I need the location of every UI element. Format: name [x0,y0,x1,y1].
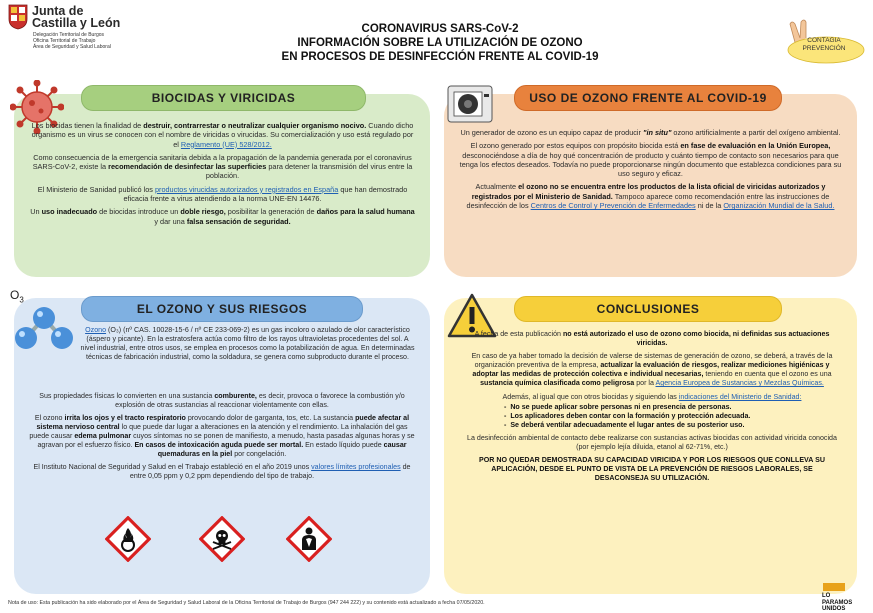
uso-ozono-header: USO DE OZONO FRENTE AL COVID-19 [514,85,782,111]
uso-paragraph: El ozono generado por estos equipos con propósito biocida está en fase de evaluación en la Unión Europea, desconociéndose a día de hoy qué concentración de producto y cuánto tiempo de contacto son necesarios para que tenga los efectos deseados. Todavía no puede proporcionarse ningún documento que establezca condiciones para su uso seguro y eficaz. [459,141,842,179]
uso-ozono-body [458,128,843,214]
toxic-skull-hazard-icon [199,516,245,562]
biocidas-header: BIOCIDAS Y VIRICIDAS [81,85,366,111]
list-item: - Los aplicadores deben contar con la formación y protección adecuada. [504,411,751,420]
cdc-link[interactable]: Centros de Control y Prevención de Enfermedades [530,201,696,211]
reglamento-link[interactable]: Reglamento (UE) 528/2012. [180,139,272,149]
oxidizer-hazard-icon [105,516,151,562]
contagia-badge-text: CONTAGIA PREVENCIÓN [802,37,846,52]
ozono-link[interactable]: Ozono [85,326,107,334]
biocidas-paragraph: Como consecuencia de la emergencia sanitaria debida a la propagación de la pandemia generada por el coronavirus SARS-CoV-2, existe la recomendación de desinfectar las superficies para detener la transmisión del virus entre la población. [32,152,413,181]
uso-paragraph: Actualmente el ozono no se encuentra entre los productos de la lista oficial de viricidas autorizados y registrados por el Ministerio de Sanidad. Tampoco aparece como recomendación entre las instrucciones de desinfección de los Centros de Control y Prevención de Enfermedades ni de la Organización Mundial de la Salud. [466,182,835,211]
list-item: - No se puede aplicar sobre personas ni en presencia de personas. [504,402,732,411]
o3-label: $O_3$ [10,288,24,305]
riesgos-paragraph: Sus propiedades físicas lo convierten en una sustancia comburente, es decir, provoca o favorece la combustión y/o explosión de otras sustancias al reaccionar violentamente con ellas. [39,392,405,409]
lo-paramos-unidos-text: LO PARAMOS UNIDOS [822,593,853,612]
riesgos-paragraph: El Instituto Nacional de Seguridad y Salud en el Trabajo estableció en el año 2019 unos valores límites profesionales de entre 0,05 ppm y 0,2 ppm dependiendo del tipo de trabajo. [33,463,411,480]
page-title: CORONAVIRUS SARS-CoV-2 INFORMACIÓN SOBRE LA UTILIZACIÓN DE OZONO EN PROCESOS DE DESINFECCIÓN FRENTE AL COVID-19 [281,23,599,63]
riesgos-body-top [80,326,415,366]
conclusiones-header: CONCLUSIONES [514,296,782,322]
org-name-line2: Castilla y León [32,16,121,30]
castilla-leon-shield-icon [8,4,28,30]
oms-link[interactable]: Organización Mundial de la Salud. [723,201,835,211]
echa-link[interactable]: Agencia Europea de Sustancias y Mezclas Químicas. [655,379,824,388]
riesgos-paragraph: Ozono (O₃) (nº CAS. 10028-15-6 / nº CE 233-069-2) es un gas incoloro o azulado de olor característico (áspero y picante). En la estratosfera actúa como filtro de los rayos ultravioletas procedentes del sol. A nivel industrial, entre otros usos, se emplea en procesos como la potabilización de agua. En determinadas técnicas de fabricación industrial, como la soldadura, se genera como subproducto durante el proceso. [80,326,415,361]
uso-paragraph: Un generador de ozono es un equipo capaz de producir "in situ" ozono artificialmente a partir del oxígeno ambiental. [460,128,841,137]
biocidas-paragraph: El Ministerio de Sanidad publicó los productos virucidas autorizados y registrados en España que han demostrado eficacia frente a virus atendiendo a la norma UNE-EN 14476. [37,184,408,204]
ozone-molecule-icon [12,300,76,356]
conclusiones-paragraph: La desinfección ambiental de contacto debe realizarse con sustancias activas biocidas con actividad viricida conocida (por ejemplo lejía diluida, etanol al 62-71%, etc.) [467,433,837,452]
conclusiones-paragraph: Además, al igual que con otros biocidas y siguiendo las indicaciones del Ministerio de Sanidad: [502,392,802,401]
conclusiones-paragraph: En caso de ya haber tomado la decisión de valerse de sistemas de generación de ozono, se deberá, a través de la organización preventiva de la empresa, actualizar la evaluación de riesgos, realizar mediciones higiénicas y adoptar las medidas de protección colectiva e individual necesarias, teniendo en cuenta que el ozono es una sustancia química clasificada como peligrosa por la Agencia Europea de Sustancias y Mezclas Químicas. [471,352,833,388]
biocidas-paragraph: Un uso inadecuado de biocidas introduce un doble riesgo, posibilitar la generación de daños para la salud humana y dar una falsa sensación de seguridad. [30,207,415,226]
conclusiones-list [504,403,838,430]
delegation-text: Delegación Territorial de Burgos Oficina Territorial de Trabajo Área de Seguridad y Salud Laboral [33,32,111,50]
riesgos-body [26,392,418,485]
ozone-generator-icon [444,80,496,128]
health-hazard-icon [286,516,332,562]
org-name-line1: Junta de [32,4,84,18]
riesgos-paragraph: El ozono irrita los ojos y el tracto respiratorio provocando dolor de garganta, tos, etc. La sustancia puede afectar al sistema nervioso central lo que puede dar lugar a alteraciones en la atención y el rendimiento. La inhalación del gas puede causar edema pulmonar cuyos síntomas no se ponen de manifiesto, a menudo, hasta pasadas algunas horas y se agravan por el esfuerzo físico. En casos de intoxicación aguda puede ser mortal. En estado líquido puede causar quemaduras en la piel por congelación. [29,414,415,458]
conclusiones-paragraph: A fecha de esta publicación no está autorizado el uso de ozono como biocida, ni definidas sus actuaciones viricidas. [474,330,830,348]
ministerio-indicaciones-link[interactable]: indicaciones del Ministerio de Sanidad: [678,392,802,401]
valores-limite-link[interactable]: valores límites profesionales [311,463,401,471]
conclusiones-body [466,330,838,487]
footer-note: Nota de uso: Esta publicación ha sido elaborado por el Área de Seguridad y Salud Laboral de la Oficina Territorial de Trabajo de Burgos (947 244 222) y su contenido está actualizado a fecha 07/05/2020. [8,600,485,606]
biocidas-body [30,121,415,230]
list-item: - Se deberá ventilar adecuadamente el lugar antes de su posterior uso. [504,420,745,429]
riesgos-header: EL OZONO Y SUS RIESGOS [81,296,363,322]
biocidas-paragraph: Los biocidas tienen la finalidad de destruir, contrarrestar o neutralizar cualquier organismo nocivo. Cuando dicho organismo es un virus se conocen con el nombre de viricidas o virucidas. Su comercialización y uso está regulado por el Reglamento (UE) 528/2012. [31,121,414,149]
conclusiones-final-statement: POR NO QUEDAR DEMOSTRADA SU CAPACIDAD VIRICIDA Y POR LOS RIESGOS QUE CONLLEVA SU APLICACIÓN, DESDE EL PUNTO DE VISTA DE LA PREVENCIÓN DE RIESGOS LABORALES, SE DESACONSEJA SU UTILIZACIÓN. [479,456,825,483]
productos-virucidas-link[interactable]: productos virucidas autorizados y registrados en España [154,184,339,194]
